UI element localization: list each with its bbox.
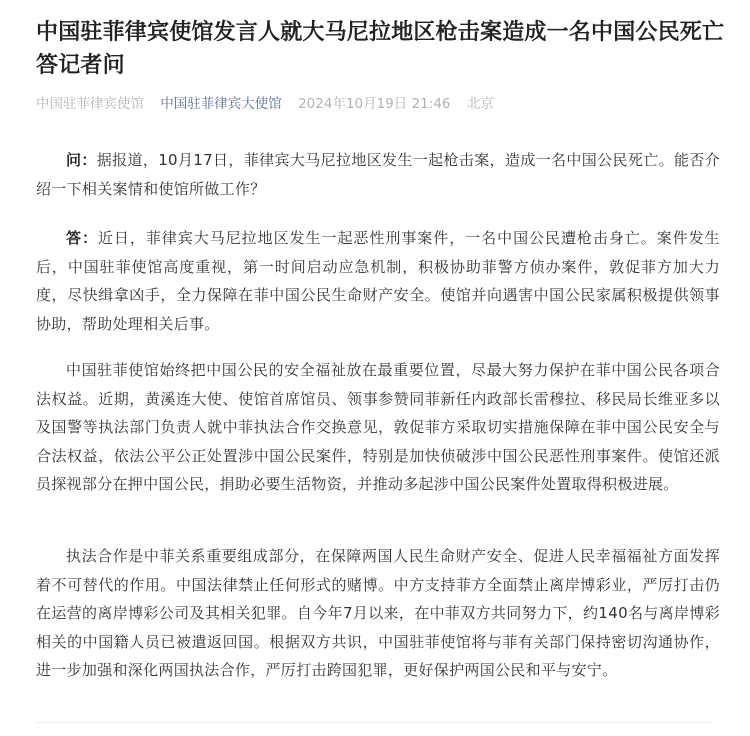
source-name: 中国驻菲律宾使馆 xyxy=(36,96,144,112)
publish-location: 北京 xyxy=(466,96,494,112)
question-paragraph xyxy=(36,146,720,203)
article-title: 中国驻菲律宾使馆发言人就大马尼拉地区枪击案造成一名中国公民死亡答记者问 xyxy=(36,20,725,78)
question-text: 据报道，10月17日，菲律宾大马尼拉地区发生一起枪击案，造成一名中国公民死亡。能否介绍一下相关案情和使馆所做工作？ xyxy=(36,151,720,198)
body-paragraph-text: 执法合作是中菲关系重要组成部分，在保障两国人民生命财产安全、促进人民幸福福祉方面发挥着不可替代的作用。中国法律禁止任何形式的赌博。中方支持菲方全面禁止离岸博彩业，严厉打击仍在运营的离岸博彩公司及其相关犯罪。自今年7月以来，在中菲双方共同努力下，约140名与离岸博彩相关的中国籍人员已被遣返回国。根据双方共识，中国驻菲使馆将与菲有关部门保持密切沟通协作，进一步加强和深化两国执法合作，严厉打击跨国犯罪，更好保护两国公民和平与安宁。 xyxy=(36,547,720,680)
article-meta xyxy=(36,94,506,114)
body-paragraph xyxy=(36,542,720,685)
answer-paragraph xyxy=(36,224,720,338)
body-paragraph-text: 中国驻菲使馆始终把中国公民的安全福祉放在最重要位置，尽最大努力保护在菲中国公民各项合法权益。近期，黄溪连大使、使馆首席馆员、领事参赞同菲新任内政部长雷穆拉、移民局长维亚多以及国警等执法部门负责人就中菲执法合作交换意见，敦促菲方采取切实措施保障在菲中国公民安全与合法权益，依法公平公正处置涉中国公民案件，特别是加快侦破涉中国公民恶性刑事案件。使馆还派员探视部分在押中国公民，捐助必要生活物资，并推动多起涉中国公民案件处置取得积极进展。 xyxy=(36,361,720,494)
answer-text: 近日，菲律宾大马尼拉地区发生一起恶性刑事案件，一名中国公民遭枪击身亡。案件发生后，中国驻菲使馆高度重视，第一时间启动应急机制，积极协助菲警方侦办案件，敦促菲方加大力度，尽快缉拿凶手，全力保障在菲中国公民生命财产安全。使馆并向遇害中国公民家属积极提供领事协助，帮助处理相关后事。 xyxy=(36,229,720,333)
account-link[interactable]: 中国驻菲律宾大使馆 xyxy=(160,96,282,112)
answer-label: 答： xyxy=(66,229,98,247)
divider xyxy=(36,722,714,723)
question-label: 问： xyxy=(66,151,97,169)
publish-datetime: 2024年10月19日 21:46 xyxy=(298,96,451,112)
body-paragraph xyxy=(36,356,720,499)
